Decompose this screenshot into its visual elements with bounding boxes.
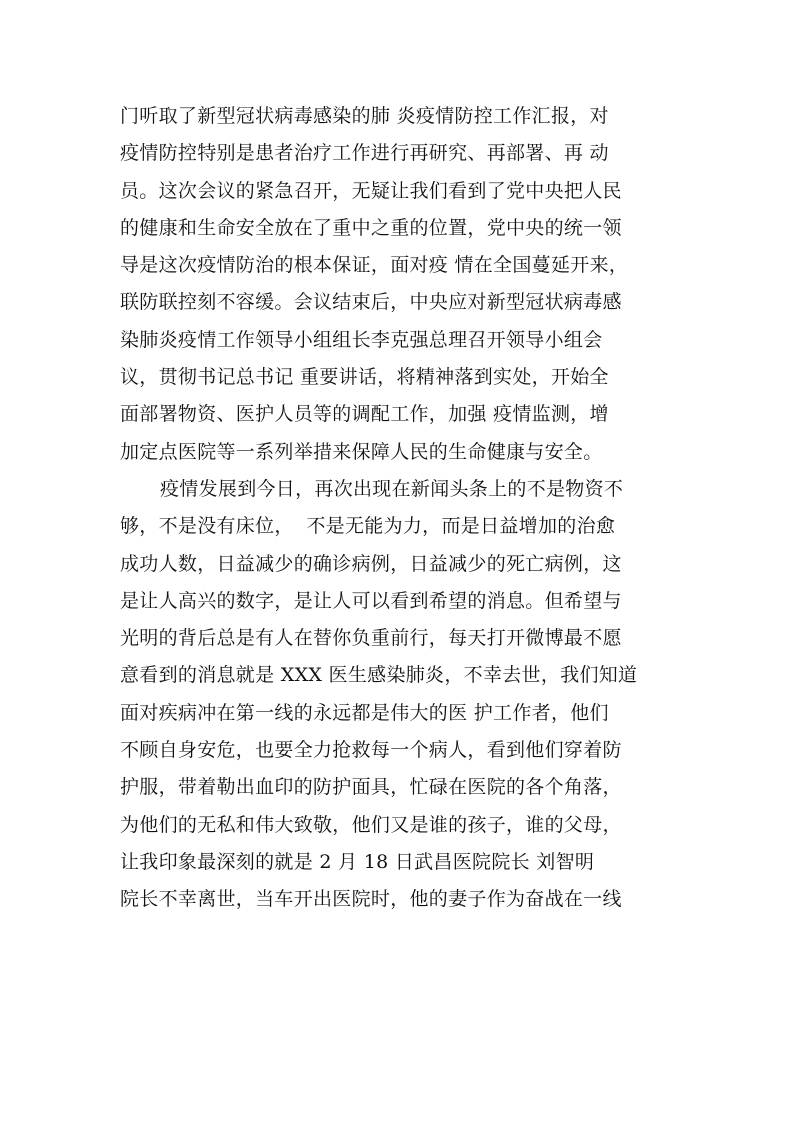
text-line: 护服，带着勒出血印的防护面具，忙碌在医院的各个角落， — [120, 776, 622, 799]
text-line: 染肺炎疫情工作领导小组组长李克强总理召开领导小组会 — [120, 328, 603, 351]
paragraph-start-line: 疫情发展到今日，再次出现在新闻头条上的不是物资不 — [160, 477, 624, 500]
text-line: 不顾自身安危，也要全力抢救每一个病人，看到他们穿着防 — [120, 739, 622, 762]
text-line: 疫情防控特别是患者治疗工作进行再研究、再部署、再 动 — [120, 142, 609, 165]
text-line: 为他们的无私和伟大致敬，他们又是谁的孩子，谁的父母， — [120, 813, 622, 836]
text-line: 是让人高兴的数字，是让人可以看到希望的消息。但希望与 — [120, 589, 622, 612]
text-line: 联防联控刻不容缓。会议结束后，中央应对新型冠状病毒感 — [120, 291, 622, 314]
body-text — [120, 98, 680, 919]
text-line: 意看到的消息就是 XXX 医生感染肺炎，不幸去世，我们知道 — [120, 664, 638, 687]
text-line: 导是这次疫情防治的根本保证，面对疫 情在全国蔓延开来， — [120, 254, 629, 277]
text-line: 议，贯彻书记总书记 重要讲话，将精神落到实处，开始全 — [120, 366, 609, 389]
text-line: 员。这次会议的紧急召开，无疑让我们看到了党中央把人民 — [120, 179, 622, 202]
text-line: 让我印象最深刻的就是 2 月 18 日武昌医院院长 刘智明 — [120, 850, 595, 873]
text-line: 加定点医院等一系列举措来保障人民的生命健康与安全。 — [120, 440, 603, 463]
text-line: 院长不幸离世，当车开出医院时，他的妻子作为奋战在一线 — [120, 888, 622, 911]
text-line: 光明的背后总是有人在替你负重前行，每天打开微博最不愿 — [120, 627, 622, 650]
text-line: 的健康和生命安全放在了重中之重的位置，党中央的统一领 — [120, 216, 622, 239]
text-line: 面部署物资、医护人员等的调配工作，加强 疫情监测，增 — [120, 403, 609, 426]
text-line: 门听取了新型冠状病毒感染的肺 炎疫情防控工作汇报，对 — [120, 105, 609, 127]
text-line: 成功人数，日益减少的确诊病例，日益减少的死亡病例，这 — [120, 552, 622, 575]
text-line: 面对疾病冲在第一线的永远都是伟大的医 护工作者，他们 — [120, 701, 609, 724]
text-line: 够，不是没有床位， 不是无能为力，而是日益增加的治愈 — [120, 515, 616, 538]
